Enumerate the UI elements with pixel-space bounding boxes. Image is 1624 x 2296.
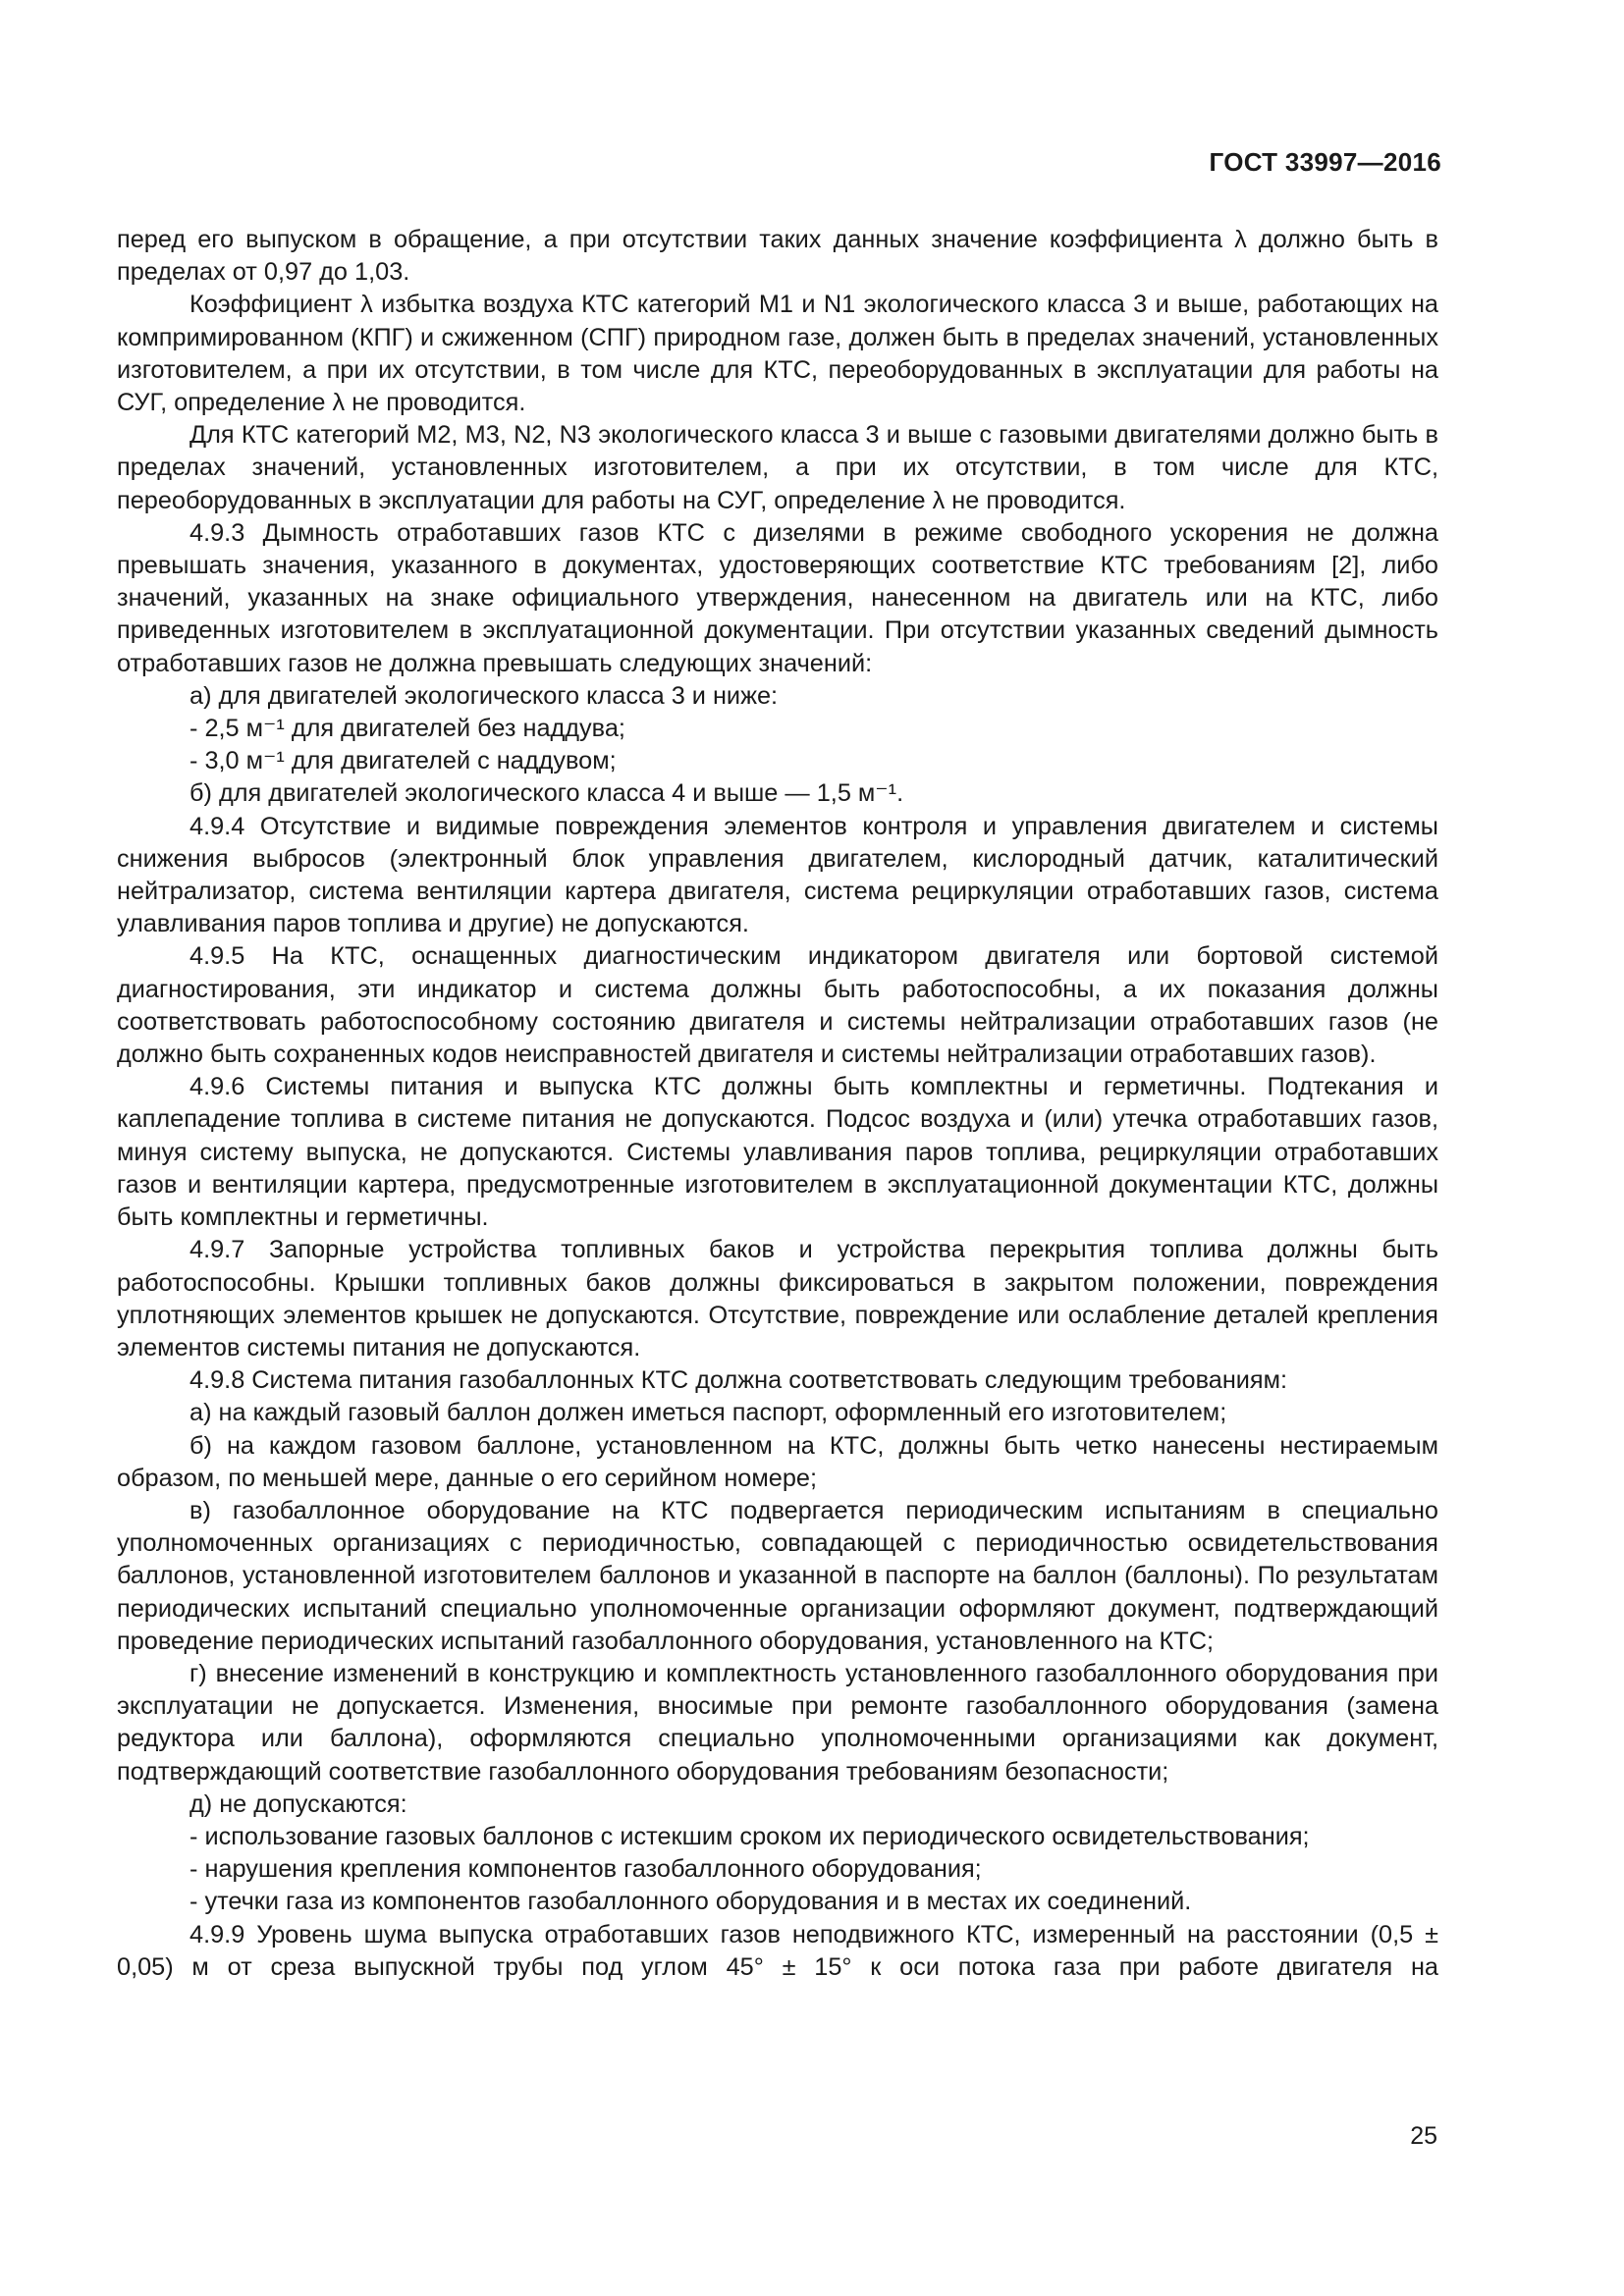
standard-number: ГОСТ 33997—2016 bbox=[1209, 147, 1441, 177]
page-number: 25 bbox=[1410, 2122, 1437, 2150]
document-header bbox=[1210, 147, 1442, 178]
clause-4-9-9: 4.9.9 Уровень шума выпуска отработавших газов неподвижного КТС, измеренный на расстоянии (0,5 ± 0,05) м от среза выпускной трубы под углом 45° ± 15° к оси потока газа при работе двигателя на bbox=[117, 1920, 1438, 1981]
list-item: в) газобаллонное оборудование на КТС подвергается периодическим испытаниям в специально уполномоченных организациях с периодичностью, совпадающей с периодичностью освидетельствования баллонов, установленной изготовителем баллонов и указанной в паспорте на баллон (баллоны). По результатам периодических испытаний специально уполномоченные организации оформляют документ, подтверждающий проведение периодических испытаний газобаллонного оборудования, установленного на КТС; bbox=[117, 1496, 1438, 1655]
list-item: - утечки газа из компонентов газобаллонного оборудования и в местах их соединений. bbox=[189, 1888, 1192, 1916]
list-item: д) не допускаются: bbox=[189, 1789, 407, 1818]
clause-4-9-5: 4.9.5 На КТС, оснащенных диагностическим индикатором двигателя или бортовой системой диагностирования, эти индикатор и система должны быть работоспособны, а их показания должны соответствовать работоспособному состоянию двигателя и системы нейтрализации отработавших газов (не должно быть сохраненных кодов неисправностей двигателя и системы нейтрализации отработавших газов). bbox=[117, 942, 1438, 1069]
clause-4-9-8: 4.9.8 Система питания газобаллонных КТС должна соответствовать следующим требованиям: bbox=[189, 1366, 1288, 1395]
list-item: б) на каждом газовом баллоне, установленном на КТС, должны быть четко нанесены нестираемым образом, по меньшей мере, данные о его серийном номере; bbox=[117, 1431, 1438, 1492]
paragraph: Коэффициент λ избытка воздуха КТС категорий M1 и N1 экологического класса 3 и выше, работающих на компримированном (КПГ) и сжиженном (СПГ) природном газе, должен быть в пределах значений, установленных изготовителем, а при их отсутствии, в том числе для КТС, переоборудованных в эксплуатации для работы на СУГ, определение λ не проводится. bbox=[117, 291, 1438, 417]
list-item: г) внесение изменений в конструкцию и комплектность установленного газобаллонного оборудования при эксплуатации не допускается. Изменения, вносимые при ремонте газобаллонного оборудования (замена редуктора или баллона), оформляются специально уполномоченными организациями как документ, подтверждающий соответствие газобаллонного оборудования требованиям безопасности; bbox=[117, 1659, 1438, 1786]
clause-4-9-4: 4.9.4 Отсутствие и видимые повреждения элементов контроля и управления двигателем и системы снижения выбросов (электронный блок управления двигателем, кислородный датчик, каталитический нейтрализатор, система вентиляции картера двигателя, система рециркуляции отработавших газов, система улавливания паров топлива и другие) не допускаются. bbox=[117, 812, 1438, 938]
paragraph: Для КТС категорий М2, М3, N2, N3 экологического класса 3 и выше с газовыми двигателями должно быть в пределах значений, установленных изготовителем, а при их отсутствии, в том числе для КТС, переоборудованных в эксплуатации для работы на СУГ, определение λ не проводится. bbox=[117, 421, 1438, 514]
list-item: б) для двигателей экологического класса 4 и выше — 1,5 м⁻¹. bbox=[189, 779, 904, 808]
document-body bbox=[117, 224, 1438, 1984]
clause-4-9-6: 4.9.6 Системы питания и выпуска КТС должны быть комплектны и герметичны. Подтекания и каплепадение топлива в системе питания не допускаются. Подсос воздуха и (или) утечка отработавших газов, минуя систему выпуска, не допускаются. Системы улавливания паров топлива, рециркуляции отработавших газов и вентиляции картера, предусмотренные изготовителем в эксплуатационной документации КТС, должны быть комплектны и герметичны. bbox=[117, 1073, 1438, 1232]
list-item: а) на каждый газовый баллон должен иметься паспорт, оформленный его изготовителем; bbox=[189, 1399, 1227, 1427]
list-item: - нарушения крепления компонентов газобаллонного оборудования; bbox=[189, 1855, 982, 1884]
list-item: а) для двигателей экологического класса 3 и ниже: bbox=[189, 681, 779, 710]
list-item: - 3,0 м⁻¹ для двигателей с наддувом; bbox=[189, 747, 617, 775]
list-item: - использование газовых баллонов с истекшим сроком их периодического освидетельствования; bbox=[189, 1822, 1310, 1850]
clause-4-9-7: 4.9.7 Запорные устройства топливных баков и устройства перекрытия топлива должны быть работоспособны. Крышки топливных баков должны фиксироваться в закрытом положении, повреждения уплотняющих элементов крышек не допускаются. Отсутствие, повреждение или ослабление деталей крепления элементов системы питания не допускаются. bbox=[117, 1236, 1438, 1362]
paragraph: перед его выпуском в обращение, а при отсутствии таких данных значение коэффициента λ должно быть в пределах от 0,97 до 1,03. bbox=[117, 226, 1438, 287]
clause-4-9-3: 4.9.3 Дымность отработавших газов КТС с дизелями в режиме свободного ускорения не должна превышать значения, указанного в документах, удостоверяющих соответствие КТС требованиям [2], либо значений, указанных на знаке официального утверждения, нанесенном на двигатель или на КТС, либо приведенных изготовителем в эксплуатационной документации. При отсутствии указанных сведений дымность отработавших газов не должна превышать следующих значений: bbox=[117, 518, 1438, 677]
list-item: - 2,5 м⁻¹ для двигателей без наддува; bbox=[189, 715, 625, 743]
